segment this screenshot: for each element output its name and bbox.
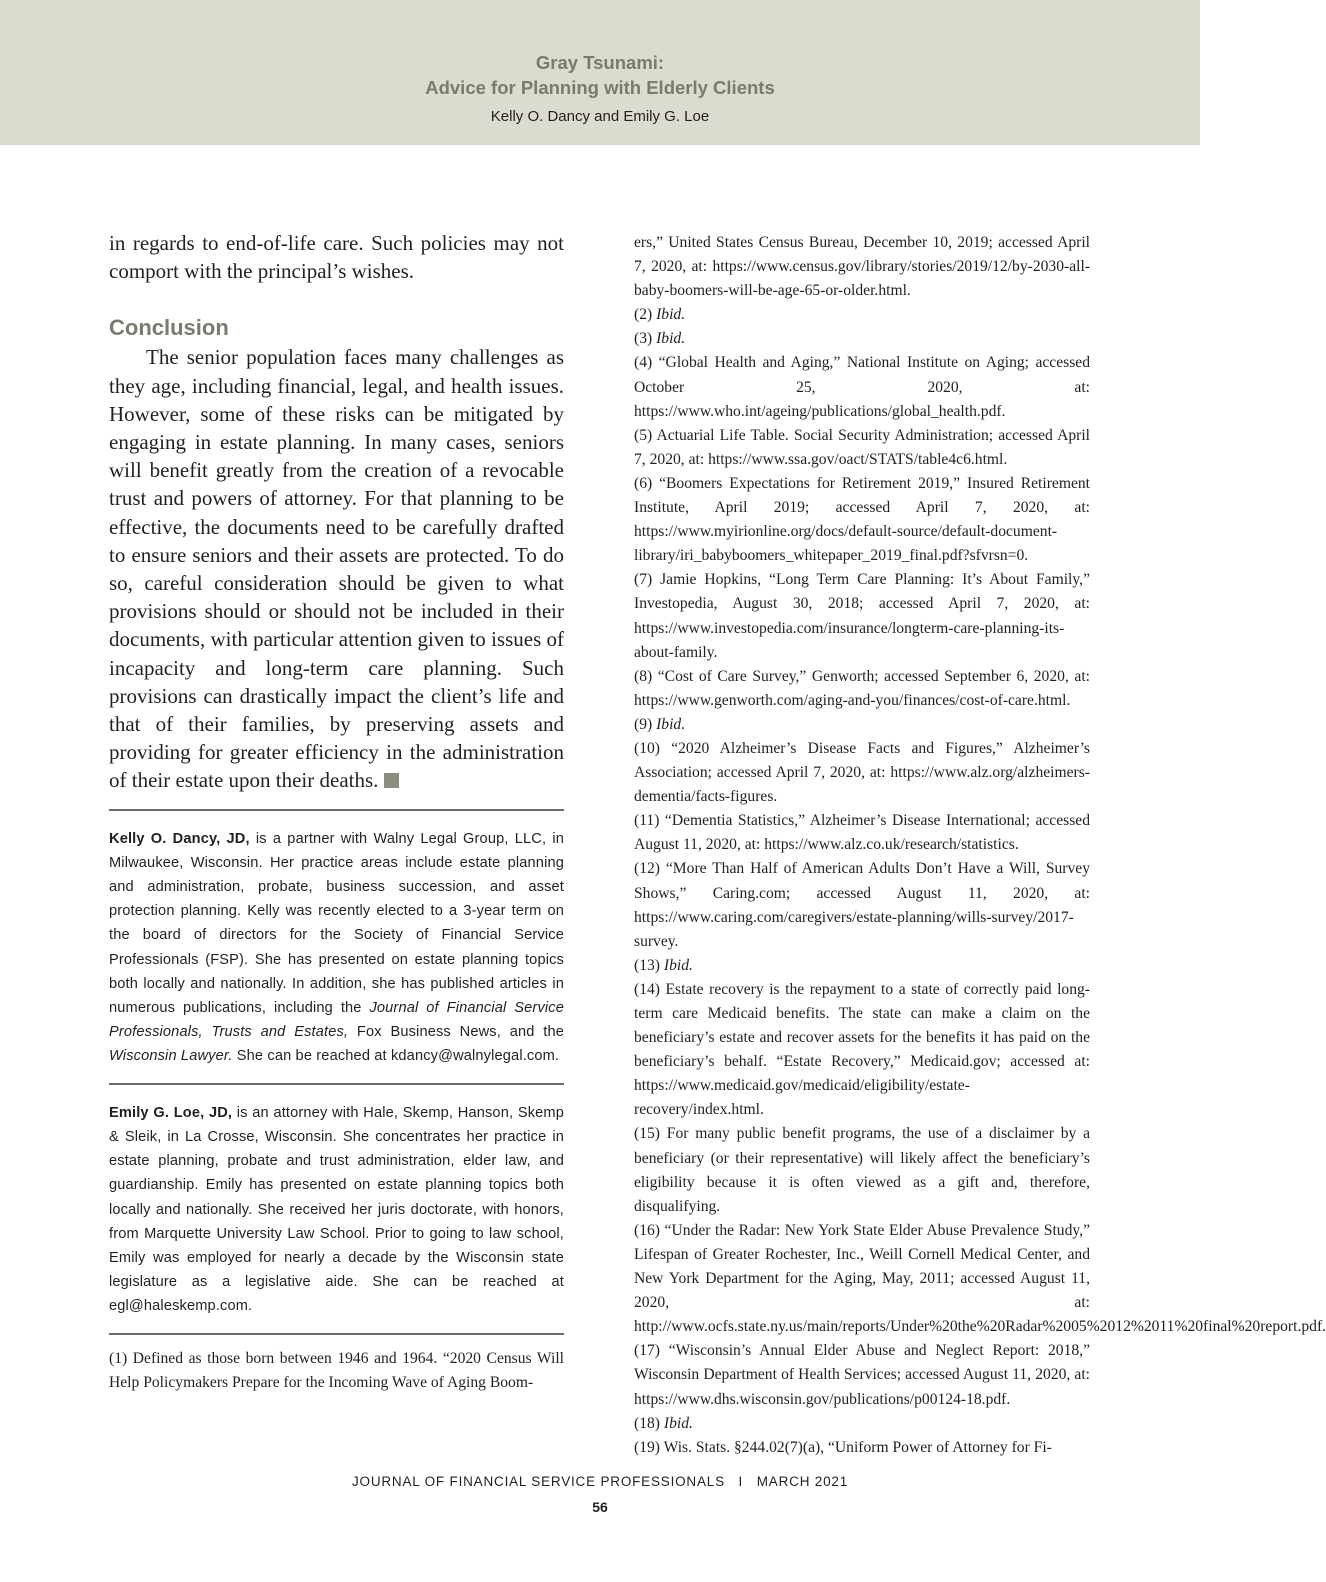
footnote-6: (6) “Boomers Expectations for Retirement 2019,” Insured Retirement Institute, April 2019; accessed April 7, 2020, at: https://www.myirionline.org/docs/default-source/default-document-library/iri_babyboomers_whitepaper_2019_final.pdf?sfvrsn=0. [634, 474, 1090, 565]
footnote-8: (8) “Cost of Care Survey,” Genworth; accessed September 6, 2020, at: https://www.genworth.com/aging-and-you/finances/cost-of-care.html. [634, 667, 1090, 709]
footnote-17: (17) “Wisconsin’s Annual Elder Abuse and Neglect Report: 2018,” Wisconsin Department of Health Services; accessed August 11, 2020, at: https://www.dhs.wisconsin.gov/publications/p00124-18.pdf. [634, 1342, 1090, 1408]
footnote-1: (1) Defined as those born between 1946 and 1964. “2020 Census Will Help Policymakers Prepare for the Incoming Wave of Aging Boom- [109, 1349, 564, 1391]
right-column [634, 231, 1326, 1460]
footnote-11: (11) “Dementia Statistics,” Alzheimer’s Disease International; accessed August 11, 2020, at: https://www.alz.co.uk/research/statistics. [634, 812, 1090, 854]
page-number: 56 [592, 1499, 608, 1515]
footnote-18 [634, 1412, 1090, 1436]
footnote-3 [634, 327, 1090, 351]
bio-publication: Wisconsin Lawyer. [109, 1048, 233, 1065]
footnote-ibid: Ibid. [656, 330, 686, 348]
footnote-1-continued: ers,” United States Census Bureau, December 10, 2019; accessed April 7, 2020, at: https://www.census.gov/library/stories/2019/12/by-2030-all-baby-boomers-will-be-age-65-or-older.html. [634, 234, 1090, 300]
footnote-ibid: Ibid. [663, 1414, 693, 1432]
footnote-4: (4) “Global Health and Aging,” National Institute on Aging; accessed October 25, 2020, at: https://www.who.int/ageing/publications/global_health.pdf. [634, 354, 1090, 420]
author-bio-dancy [109, 811, 564, 1083]
bio-text: is an attorney with Hale, Skemp, Hanson, Skemp & Sleik, in La Crosse, Wisconsin. She concentrates her practice in estate planning, probate and trust administration, elder law, and guardianship. Emily has presented on estate planning topics both locally and nationally. She received her juris doctorate, with honors, from Marquette University Law School. Prior to going to law school, Emily was employed for nearly a decade by the Wisconsin state legislature as a legislative aide. She can be reached at egl@haleskemp.com. [109, 1104, 565, 1315]
footnote-number: (9) [634, 715, 657, 733]
bio-text: She can be reached at kdancy@walnylegal.com. [232, 1048, 560, 1065]
footnote-5: (5) Actuarial Life Table. Social Security Administration; accessed April 7, 2020, at: https://www.ssa.gov/oact/STATS/table4c6.html. [634, 426, 1090, 468]
header-authors: Kelly O. Dancy and Emily G. Loe [490, 108, 710, 125]
left-column [109, 229, 564, 1395]
intro-paragraph: in regards to end-of-life care. Such policies may not comport with the principal’s wishes. [109, 231, 564, 284]
footnote-number: (3) [634, 330, 657, 348]
footnote-13 [634, 954, 1090, 978]
bio-text: is a partner with Walny Legal Group, LLC, in Milwaukee, Wisconsin. Her practice areas include estate planning and administration, probate, business succession, and asset protection planning. Kelly was recently elected to a 3-year term on the board of directors for the Society of Financial Service Professionals (FSP). She has presented on estate planning topics both locally and nationally. In addition, she has published articles in numerous publications, including the [109, 830, 564, 1017]
bio-name: Emily G. Loe, JD, [109, 1104, 233, 1121]
conclusion-text: The senior population faces many challenges as they age, including financial, legal, and health issues. However, some of these risks can be mitigated by engaging in estate planning. In many cases, seniors will benefit greatly from the creation of a revocable trust and powers of attorney. For that planning to be effective, the documents need to be carefully drafted to ensure seniors and their assets are protected. To do so, careful consideration should be given to what provisions should or should not be included in their documents, with particular attention given to issues of incapacity and long-term care planning. Such provisions can drastically impact the client’s life and that of their families, by preserving assets and providing for greater efficiency in the administration of their estate upon their deaths. [109, 345, 564, 793]
conclusion-paragraph [109, 343, 564, 794]
footnote-ibid: Ibid. [656, 306, 686, 324]
footnote-ibid: Ibid. [656, 715, 686, 733]
page-header [0, 0, 1200, 145]
bio-publication: Journal of Financial Service Professionals, Trusts and Estates, [109, 1000, 564, 1041]
bio-text: Fox Business News, and the [348, 1024, 564, 1041]
header-title-line1: Gray Tsunami: [535, 52, 665, 73]
footnote-16: (16) “Under the Radar: New York State Elder Abuse Prevalence Study,” Lifespan of Greater Rochester, Inc., Weill Cornell Medical Center, and New York Department for the Aging, May, 2011; accessed August 11, 2020, at: http://www.ocfs.state.ny.us/main/reports/Under%20the%20Radar%2005%2012%2011%20final%20report.pdf. [634, 1221, 1326, 1336]
end-mark-icon [384, 773, 399, 788]
footnote-10: (10) “2020 Alzheimer’s Disease Facts and Figures,” Alzheimer’s Association; accessed April 7, 2020, at: https://www.alz.org/alzheimers-dementia/facts-figures. [634, 739, 1090, 806]
section-title-conclusion: Conclusion [109, 315, 229, 341]
footnote-number: (18) [634, 1414, 664, 1432]
footnote-9 [634, 713, 1090, 737]
journal-footer: JOURNAL OF FINANCIAL SERVICE PROFESSIONALS I MARCH 2021 [351, 1474, 849, 1489]
author-bio-loe [109, 1085, 564, 1333]
footnote-19: (19) Wis. Stats. §244.02(7)(a), “Uniform Power of Attorney for Fi- [634, 1438, 1052, 1456]
footnote-7: (7) Jamie Hopkins, “Long Term Care Planning: It’s About Family,” Investopedia, August 30, 2018; accessed April 7, 2020, at: https://www.investopedia.com/insurance/longterm-care-planning-its-about-family. [634, 571, 1090, 661]
footnote-15: (15) For many public benefit programs, the use of a disclaimer by a beneficiary (or their representative) will likely affect the beneficiary’s eligibility because it is often viewed as a gift and, therefore, disqualifying. [634, 1125, 1090, 1215]
footnote-14: (14) Estate recovery is the repayment to a state of correctly paid long-term care Medicaid benefits. The state can make a claim on the beneficiary’s estate and recover assets for the benefits it has paid on the beneficiary’s behalf. “Estate Recovery,” Medicaid.gov; accessed at: https://www.medicaid.gov/medicaid/eligibility/estate-recovery/index.html. [634, 980, 1090, 1119]
header-title-line2: Advice for Planning with Elderly Clients [425, 77, 775, 98]
footnote-2 [634, 303, 1090, 327]
bio-name: Kelly O. Dancy, JD, [109, 830, 250, 847]
footnote-ibid: Ibid. [663, 956, 693, 974]
footnote-number: (13) [634, 956, 664, 974]
footnote-number: (2) [634, 306, 657, 324]
footnote-12: (12) “More Than Half of American Adults Don’t Have a Will, Survey Shows,” Caring.com; accessed August 11, 2020, at: https://www.caring.com/caregivers/estate-planning/wills-survey/2017-survey. [634, 860, 1090, 950]
